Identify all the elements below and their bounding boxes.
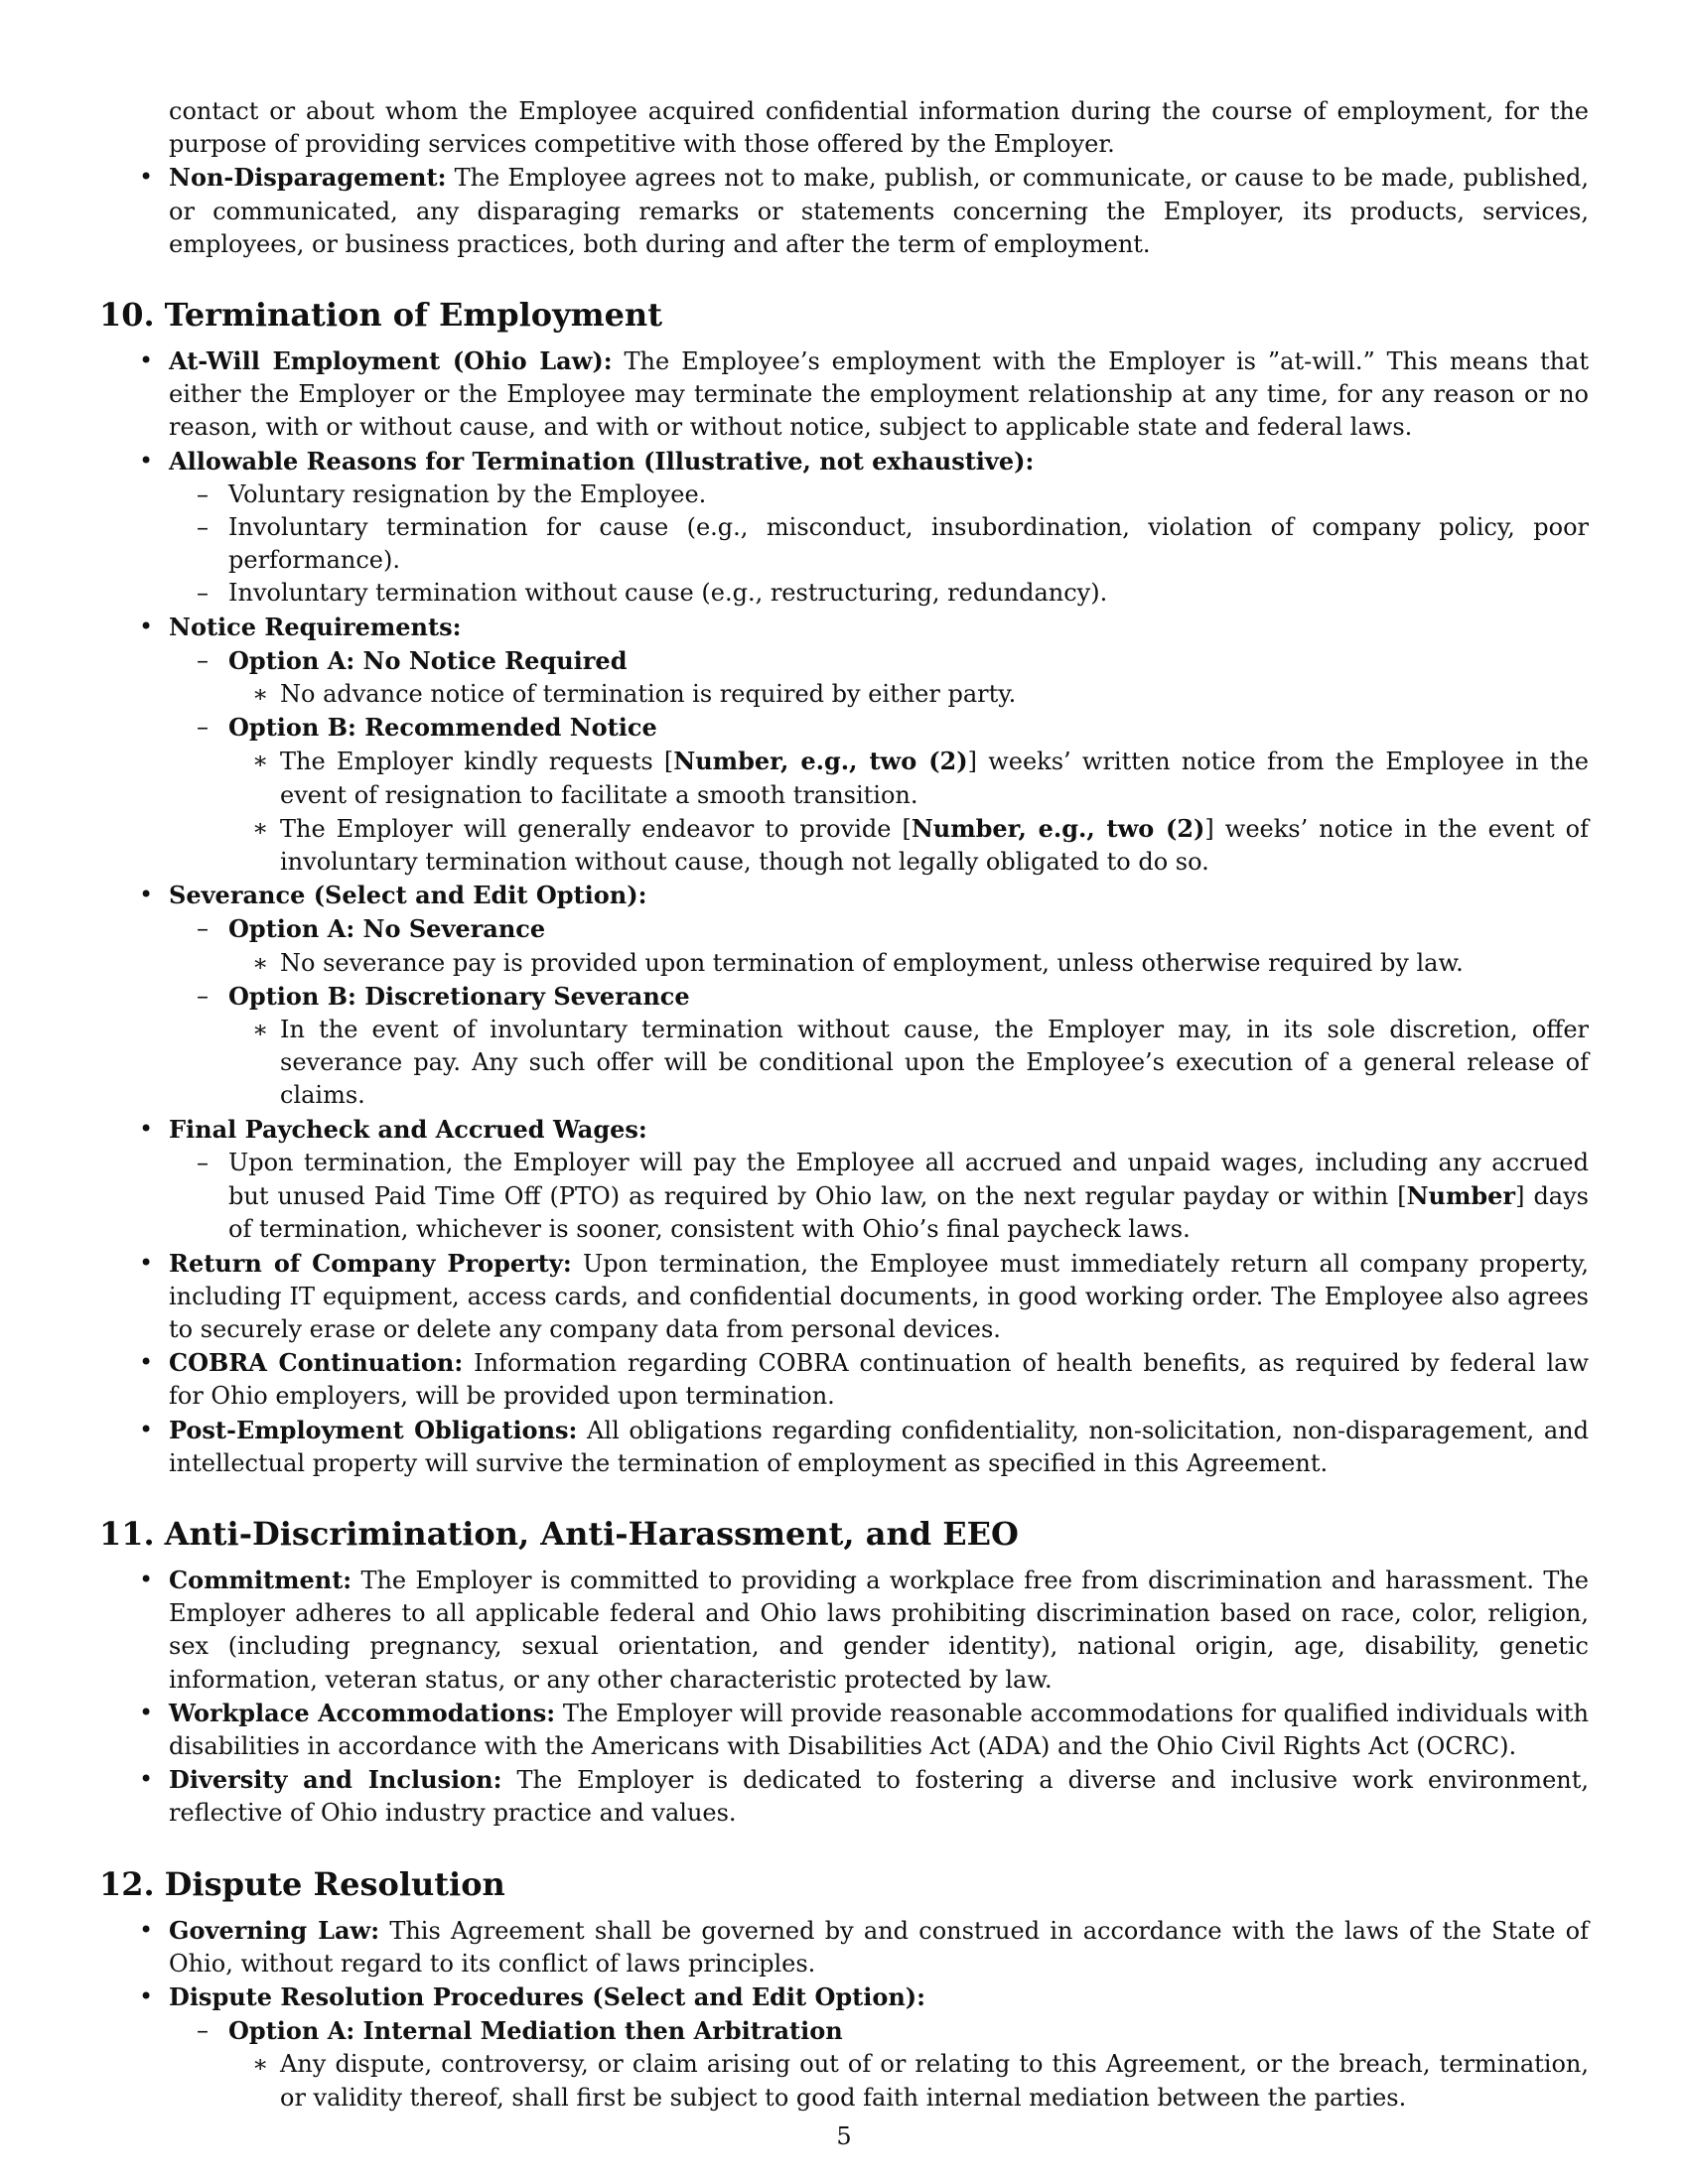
- procedure-options-list: [169, 2014, 1589, 2115]
- eeo-clause-list: [99, 1564, 1589, 1831]
- termination-clause-list: [99, 344, 1589, 1480]
- clause-text: This Agreement shall be governed by and construed in accordance with the laws of the State of Ohio, without regard to its conflict of laws principles.: [169, 1916, 1589, 1978]
- section-title: Anti-Discrimination, Anti-Harassment, and EEO: [164, 1514, 1019, 1553]
- reasons-list: [169, 478, 1589, 611]
- option-label: Option B: Recommended Notice: [228, 713, 657, 743]
- section-heading-dispute-resolution: [99, 1864, 1589, 1904]
- clause-text: The Employee’s employment with the Employer is ”at-will.” This means that either the Employer or the Employee may terminate the employment relationship at any time, for any reason or no reason, with or without cause, and with or without notice, subject to applicable state and federal laws.: [169, 347, 1589, 442]
- document-page: [99, 95, 1589, 2115]
- governing-law-clause: [99, 1914, 1589, 1980]
- section-heading-anti-discrimination: [99, 1514, 1589, 1554]
- final-paycheck-list: [169, 1147, 1589, 1247]
- clause-label: Commitment:: [169, 1565, 352, 1594]
- notice-option-b: [169, 711, 1589, 879]
- clause-label: COBRA Continuation:: [169, 1348, 464, 1378]
- option-a-items: [228, 947, 1589, 980]
- clause-label: Post-Employment Obligations:: [169, 1415, 578, 1444]
- termination-reasons-clause: [99, 445, 1589, 611]
- clause-text: The Employer is committed to providing a workplace free from discrimination and harassment. The Employer adheres to all applicable federal and Ohio laws prohibiting discrimination based on race, color, religion, sex (including pregnancy, sexual orientation, and gender identity), national origin, age, disability, genetic information, veteran status, or any other characteristic protected by law.: [169, 1566, 1589, 1694]
- severance-option-b: [169, 980, 1589, 1113]
- clause-label: Non-Disparagement:: [169, 163, 447, 193]
- clause-list: [99, 161, 1589, 261]
- option-a-items: [228, 2048, 1589, 2114]
- placeholder-field: Number, e.g., two (2): [673, 747, 968, 776]
- dispute-procedures-clause: [99, 1980, 1589, 2115]
- option-a-items: [228, 678, 1589, 711]
- list-item: ∗ In the event of involuntary termination without cause, the Employer may, in its sole discretion, offer severance pay. Any such offer will be conditional upon the Employee’s execution of a general release of claims.: [228, 1014, 1589, 1113]
- option-label: Option B: Discretionary Severance: [228, 981, 690, 1011]
- clause-text: Upon termination, the Employee must immediately return all company property, including IT equipment, access cards, and confidential documents, in good working order. The Employee also agrees to securely erase or delete any company data from personal devices.: [169, 1249, 1589, 1343]
- placeholder-field: Number, e.g., two (2): [911, 813, 1205, 843]
- list-item: – Involuntary termination for cause (e.g., misconduct, insubordination, violation of company policy, poor performance).: [169, 511, 1589, 577]
- cobra-clause: [99, 1346, 1589, 1413]
- clause-text: Information regarding COBRA continuation of health benefits, as required by federal law for Ohio employers, will be provided upon termination.: [169, 1349, 1589, 1411]
- page-number: 5: [836, 2122, 852, 2150]
- item-text: The Employer kindly requests [: [280, 748, 674, 776]
- severance-options-list: [169, 912, 1589, 1112]
- return-property-clause: [99, 1247, 1589, 1347]
- final-paycheck-clause: [99, 1113, 1589, 1247]
- accommodations-clause: [99, 1697, 1589, 1763]
- section-title: Dispute Resolution: [164, 1864, 505, 1903]
- list-item: – Involuntary termination without cause (e.g., restructuring, redundancy).: [169, 577, 1589, 610]
- item-text: ] days of termination, whichever is sooner, consistent with Ohio’s final paycheck laws.: [228, 1182, 1589, 1244]
- option-b-items: [228, 745, 1589, 879]
- at-will-clause: [99, 344, 1589, 445]
- list-item: [169, 1147, 1589, 1247]
- item-text: The Employer will generally endeavor to provide [: [280, 814, 912, 843]
- non-disparagement-clause: [99, 161, 1589, 261]
- section-number: 12.: [99, 1864, 155, 1903]
- notice-requirements-clause: [99, 611, 1589, 880]
- clause-label: Allowable Reasons for Termination (Illustrative, not exhaustive):: [169, 446, 1035, 476]
- severance-option-a: [169, 912, 1589, 979]
- clause-label: Dispute Resolution Procedures (Select and Edit Option):: [169, 1981, 926, 2011]
- clause-text: The Employer will provide reasonable accommodations for qualified individuals with disabilities in accordance with the Americans with Disabilities Act (ADA) and the Ohio Civil Rights Act (OCRC).: [169, 1699, 1590, 1760]
- list-item: – Voluntary resignation by the Employee.: [169, 478, 1589, 511]
- severance-clause: [99, 879, 1589, 1112]
- list-item: [228, 812, 1589, 879]
- list-item: ∗ Any dispute, controversy, or claim arising out of or relating to this Agreement, or the breach, termination, or validity thereof, shall first be subject to good faith internal mediation between the parties.: [228, 2048, 1589, 2114]
- item-text: ] weeks’ written notice from the Employee in the event of resignation to facilitate a smooth transition.: [280, 748, 1589, 809]
- item-text: ] weeks’ notice in the event of involuntary termination without cause, though not legally obligated to do so.: [280, 814, 1589, 877]
- dispute-clause-list: [99, 1914, 1589, 2115]
- option-label: Option A: Internal Mediation then Arbitration: [228, 2016, 843, 2046]
- clause-label: Notice Requirements:: [169, 612, 462, 641]
- section-heading-termination: [99, 295, 1589, 335]
- post-employment-clause: [99, 1414, 1589, 1480]
- option-label: Option A: No Severance: [228, 914, 546, 944]
- placeholder-field: Number: [1406, 1181, 1516, 1211]
- section-title: Termination of Employment: [164, 296, 662, 335]
- list-item: ∗ No severance pay is provided upon termination of employment, unless otherwise required by law.: [228, 947, 1589, 980]
- clause-label: Diversity and Inclusion:: [169, 1765, 502, 1795]
- clause-label: At-Will Employment (Ohio Law):: [169, 346, 613, 376]
- clause-label: Final Paycheck and Accrued Wages:: [169, 1114, 647, 1144]
- clause-label: Return of Company Property:: [169, 1248, 572, 1278]
- clause-label: Severance (Select and Edit Option):: [169, 881, 647, 910]
- continuation-paragraph: contact or about whom the Employee acquired confidential information during the course of employment, for the purpose of providing services competitive with those offered by the Employer.: [169, 97, 1589, 159]
- commitment-clause: [99, 1564, 1589, 1697]
- clause-label: Workplace Accommodations:: [169, 1698, 556, 1727]
- clause-label: Governing Law:: [169, 1915, 380, 1945]
- diversity-clause: [99, 1763, 1589, 1830]
- option-b-items: [228, 1014, 1589, 1113]
- clause-text: The Employer is dedicated to fostering a diverse and inclusive work environment, reflective of Ohio industry practice and values.: [169, 1766, 1589, 1828]
- section-number: 10.: [99, 296, 155, 335]
- option-label: Option A: No Notice Required: [228, 645, 628, 675]
- notice-option-a: [169, 644, 1589, 711]
- list-item: ∗ No advance notice of termination is required by either party.: [228, 678, 1589, 711]
- item-text: Upon termination, the Employer will pay the Employee all accrued and unpaid wages, including any accrued but unused Paid Time Off (PTO) as required by Ohio law, on the next regular payday or within [: [228, 1148, 1589, 1211]
- section-number: 11.: [99, 1514, 155, 1553]
- procedure-option-a: [169, 2014, 1589, 2115]
- list-item: [228, 745, 1589, 811]
- clause-text: The Employee agrees not to make, publish, or communicate, or cause to be made, published, or communicated, any disparaging remarks or statements concerning the Employer, its products, services, employees, or business practices, both during and after the term of employment.: [169, 164, 1589, 258]
- clause-text: All obligations regarding confidentiality, non-solicitation, non-disparagement, and intellectual property will survive the termination of employment as specified in this Agreement.: [169, 1416, 1589, 1477]
- notice-options-list: [169, 644, 1589, 879]
